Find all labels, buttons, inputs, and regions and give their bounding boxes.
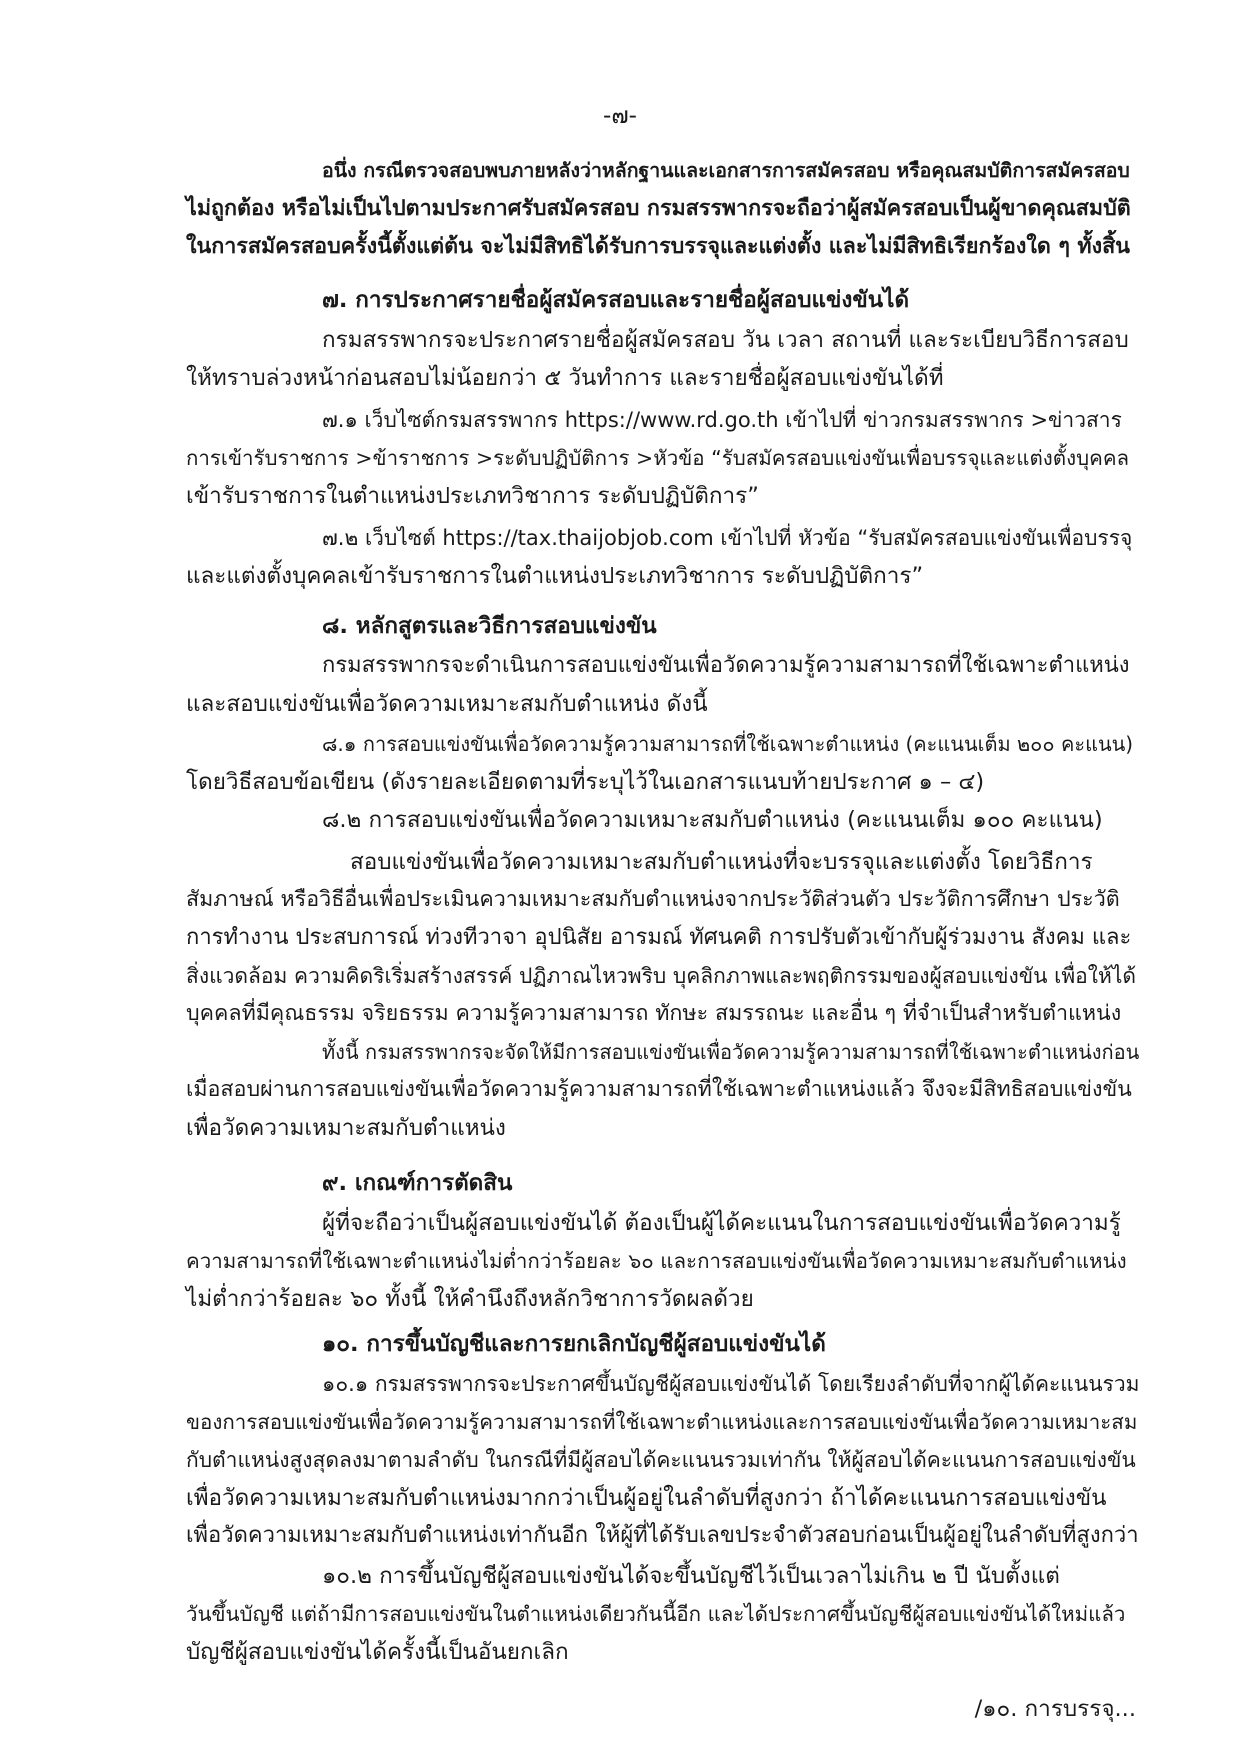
section-7-line: การเข้ารับราชการ >ข้าราชการ >ระดับปฏิบัติการ >หัวข้อ “รับสมัครสอบแข่งขันเพื่อบรรจุและแต่งตั้งบุคคล xyxy=(186,446,1130,470)
section-7-line: และแต่งตั้งบุคคลเข้ารับราชการในตำแหน่งประเภทวิชาการ ระดับปฏิบัติการ” xyxy=(186,563,924,589)
section-10-line: กับตำแหน่งสูงสุดลงมาตามลำดับ ในกรณีที่มีผู้สอบได้คะแนนรวมเท่ากัน ให้ผู้สอบได้คะแนนการสอบแข่งขัน xyxy=(186,1448,1136,1472)
section-10-line: เพื่อวัดความเหมาะสมกับตำแหน่งเท่ากันอีก ให้ผู้ที่ได้รับเลขประจำตัวสอบก่อนเป็นผู้อยู่ในลำดับที่สูงกว่า xyxy=(186,1523,1139,1548)
section-7-line: เข้ารับราชการในตำแหน่งประเภทวิชาการ ระดับปฏิบัติการ” xyxy=(186,483,759,509)
section-7-line: กรมสรรพากรจะประกาศรายชื่อผู้สมัครสอบ วัน เวลา สถานที่ และระเบียบวิธีการสอบ xyxy=(322,327,1129,353)
section-8-heading: ๘. หลักสูตรและวิธีการสอบแข่งขัน xyxy=(322,613,657,639)
section-8-line: บุคคลที่มีคุณธรรม จริยธรรม ความรู้ความสามารถ ทักษะ สมรรถนะ และอื่น ๆ ที่จำเป็นสำหรับตำแหน่ง xyxy=(186,1001,1122,1026)
section-9-line: ความสามารถที่ใช้เฉพาะตำแหน่งไม่ต่ำกว่าร้อยละ ๖๐ และการสอบแข่งขันเพื่อวัดความเหมาะสมกับตำแหน่ง xyxy=(186,1249,1127,1273)
section-10-line: บัญชีผู้สอบแข่งขันได้ครั้งนี้เป็นอันยกเลิก xyxy=(186,1639,569,1665)
section-8-line: สัมภาษณ์ หรือวิธีอื่นเพื่อประเมินความเหมาะสมกับตำแหน่งจากประวัติส่วนตัว ประวัติการศึกษา ประวัติ xyxy=(186,887,1120,912)
section-10-heading: ๑๐. การขึ้นบัญชีและการยกเลิกบัญชีผู้สอบแข่งขันได้ xyxy=(322,1331,826,1357)
section-8-line: สอบแข่งขันเพื่อวัดความเหมาะสมกับตำแหน่งที่จะบรรจุและแต่งตั้ง โดยวิธีการ xyxy=(350,849,1093,875)
continuation-note: /๑๐. การบรรจุ... xyxy=(974,1696,1136,1722)
section-7-line: ๗.๑ เว็บไซต์กรมสรรพากร https://www.rd.go.th เข้าไปที่ ข่าวกรมสรรพากร >ข่าวสาร xyxy=(322,408,1122,432)
section-8-line: ๘.๑ การสอบแข่งขันเพื่อวัดความรู้ความสามารถที่ใช้เฉพาะตำแหน่ง (คะแนนเต็ม ๒๐๐ คะแนน) xyxy=(322,732,1134,756)
section-7-heading: ๗. การประกาศรายชื่อผู้สมัครสอบและรายชื่อผู้สอบแข่งขันได้ xyxy=(322,287,910,313)
section-7-line: ๗.๒ เว็บไซต์ https://tax.thaijobjob.com เข้าไปที่ หัวข้อ “รับสมัครสอบแข่งขันเพื่อบรรจุ xyxy=(322,526,1133,550)
section-8-line: ทั้งนี้ กรมสรรพากรจะจัดให้มีการสอบแข่งขันเพื่อวัดความรู้ความสามารถที่ใช้เฉพาะตำแหน่งก่อน xyxy=(322,1040,1140,1064)
section-8-line: โดยวิธีสอบข้อเขียน (ดังรายละเอียดตามที่ระบุไว้ในเอกสารแนบท้ายประกาศ ๑ – ๔) xyxy=(186,769,985,795)
section-7-line: ให้ทราบล่วงหน้าก่อนสอบไม่น้อยกว่า ๕ วันทำการ และรายชื่อผู้สอบแข่งขันได้ที่ xyxy=(186,365,944,391)
section-8-line: การทำงาน ประสบการณ์ ท่วงทีวาจา อุปนิสัย อารมณ์ ทัศนคติ การปรับตัวเข้ากับผู้ร่วมงาน สังคม และ xyxy=(186,925,1132,950)
intro-line: ไม่ถูกต้อง หรือไม่เป็นไปตามประกาศรับสมัครสอบ กรมสรรพากรจะถือว่าผู้สมัครสอบเป็นผู้ขาดคุณสมบัติ xyxy=(186,196,1131,221)
section-8-line: สิ่งแวดล้อม ความคิดริเริ่มสร้างสรรค์ ปฏิภาณไหวพริบ บุคลิกภาพและพฤติกรรมของผู้สอบแข่งขัน เพื่อให้ได้ xyxy=(186,964,1137,988)
intro-line: อนึ่ง กรณีตรวจสอบพบภายหลังว่าหลักฐานและเอกสารการสมัครสอบ หรือคุณสมบัติการสมัครสอบ xyxy=(322,159,1130,182)
section-8-line: กรมสรรพากรจะดำเนินการสอบแข่งขันเพื่อวัดความรู้ความสามารถที่ใช้เฉพาะตำแหน่ง xyxy=(322,653,1130,678)
section-8-line: ๘.๒ การสอบแข่งขันเพื่อวัดความเหมาะสมกับตำแหน่ง (คะแนนเต็ม ๑๐๐ คะแนน) xyxy=(322,807,1103,833)
section-8-line: เมื่อสอบผ่านการสอบแข่งขันเพื่อวัดความรู้ความสามารถที่ใช้เฉพาะตำแหน่งแล้ว จึงจะมีสิทธิสอบแข่งขัน xyxy=(186,1077,1132,1102)
section-9-line: ไม่ต่ำกว่าร้อยละ ๖๐ ทั้งนี้ ให้คำนึงถึงหลักวิชาการวัดผลด้วย xyxy=(186,1286,754,1312)
section-10-line: วันขึ้นบัญชี แต่ถ้ามีการสอบแข่งขันในตำแหน่งเดียวกันนี้อีก และได้ประกาศขึ้นบัญชีผู้สอบแข่งขันได้ใหม่แล้ว xyxy=(186,1602,1126,1626)
section-10-line: ของการสอบแข่งขันเพื่อวัดความรู้ความสามารถที่ใช้เฉพาะตำแหน่งและการสอบแข่งขันเพื่อวัดความเหมาะสม xyxy=(186,1410,1138,1434)
section-10-line: ๑๐.๑ กรมสรรพากรจะประกาศขึ้นบัญชีผู้สอบแข่งขันได้ โดยเรียงลำดับที่จากผู้ได้คะแนนรวม xyxy=(322,1372,1140,1396)
section-8-line: เพื่อวัดความเหมาะสมกับตำแหน่ง xyxy=(186,1115,506,1141)
section-10-line: เพื่อวัดความเหมาะสมกับตำแหน่งมากกว่าเป็นผู้อยู่ในลำดับที่สูงกว่า ถ้าได้คะแนนการสอบแข่งขัน xyxy=(186,1485,1107,1511)
section-9-line: ผู้ที่จะถือว่าเป็นผู้สอบแข่งขันได้ ต้องเป็นผู้ได้คะแนนในการสอบแข่งขันเพื่อวัดความรู้ xyxy=(322,1210,1121,1236)
section-10-line: ๑๐.๒ การขึ้นบัญชีผู้สอบแข่งขันได้จะขึ้นบัญชีไว้เป็นเวลาไม่เกิน ๒ ปี นับตั้งแต่ xyxy=(322,1563,1060,1589)
section-8-line: และสอบแข่งขันเพื่อวัดความเหมาะสมกับตำแหน่ง ดังนี้ xyxy=(186,691,708,717)
page-number: -๗- xyxy=(603,103,637,129)
intro-line: ในการสมัครสอบครั้งนี้ตั้งแต่ต้น จะไม่มีสิทธิได้รับการบรรจุและแต่งตั้ง และไม่มีสิทธิเรียกร้องใด ๆ ทั้งสิ้น xyxy=(186,234,1130,259)
section-9-heading: ๙. เกณฑ์การตัดสิน xyxy=(322,1170,513,1196)
